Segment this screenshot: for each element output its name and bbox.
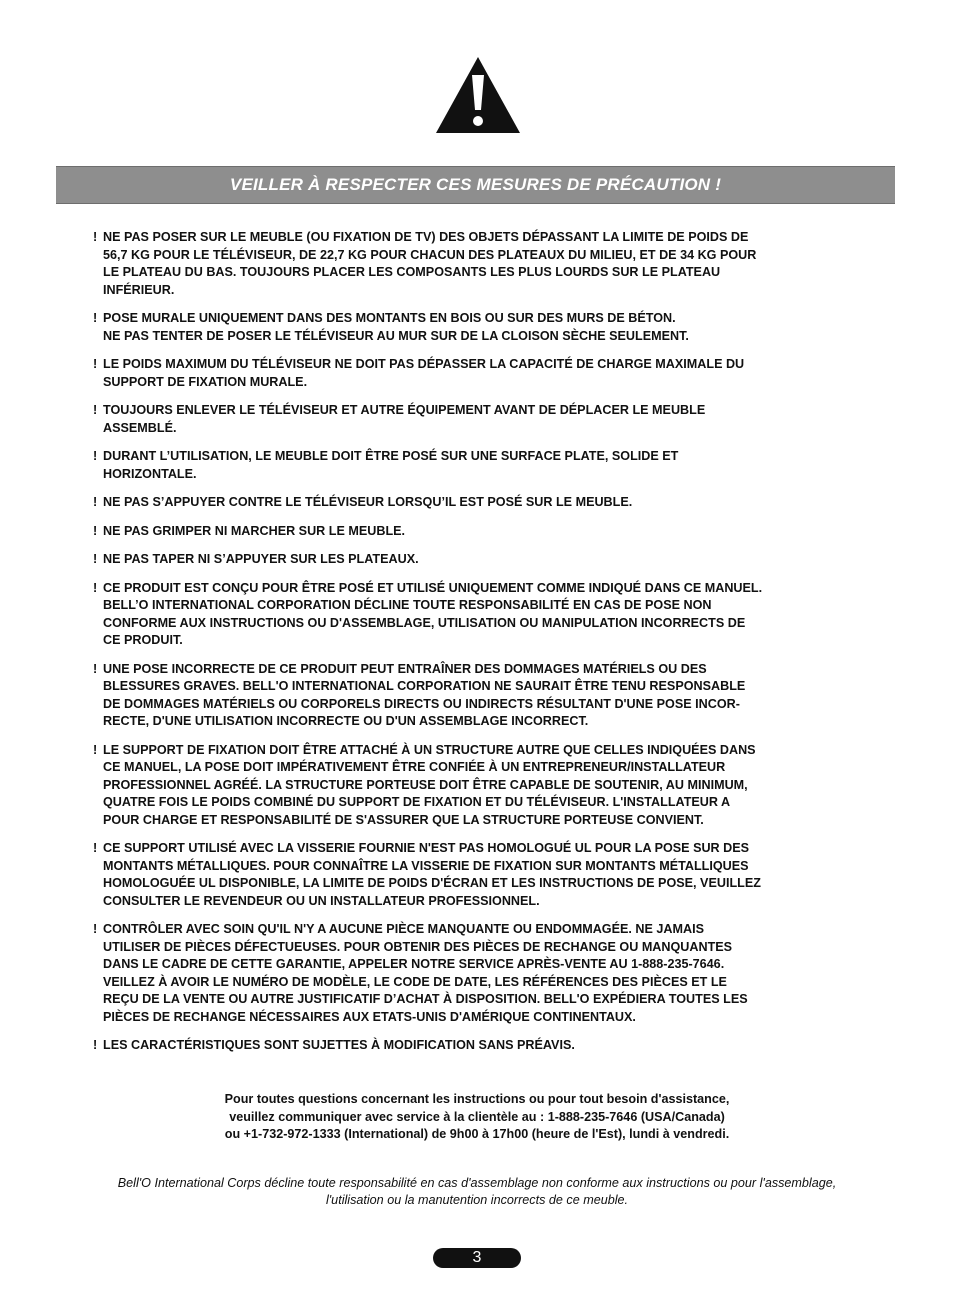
- precaution-text: CONTRÔLER AVEC SOIN QU'IL N'Y A AUCUNE PIÈCE MANQUANTE OU ENDOMMAGÉE. NE JAMAIS UTILISER DE PIÈCES DÉFECTUEUSES. POUR OBTENIR DES PIÈCES DE RECHANGE OU MANQUANTES DANS LE CADRE DE CETTE GARANTIE, APPELER NOTRE SERVICE APRÈS-VENTE AU 1-888-235-7646. VEILLEZ À AVOIR LE NUMÉRO DE MODÈLE, LE CODE DE DATE, LES RÉFÉRENCES DES PIÈCES ET LE REÇU DE LA VENTE OU AUTRE JUSTIFICATIF D’ACHAT À DISPOSITION. BELL'O EXPÉDIERA TOUTES LES PIÈCES DE RECHANGE NÉCESSAIRES AUX ETATS-UNIS D'AMÉRIQUE CONTINENTAUX.: [103, 922, 748, 1024]
- exclamation-bullet: !: [93, 580, 98, 595]
- precaution-item: [93, 921, 868, 1026]
- exclamation-bullet: !: [93, 357, 98, 371]
- precaution-item: [93, 402, 868, 437]
- exclamation-bullet: !: [93, 841, 98, 855]
- precaution-text: TOUJOURS ENLEVER LE TÉLÉVISEUR ET AUTRE ÉQUIPEMENT AVANT DE DÉPLACER LE MEUBLE ASSEMBLÉ.: [103, 403, 706, 435]
- exclamation-bullet: !: [93, 449, 98, 463]
- precaution-banner: [56, 166, 895, 204]
- precaution-list: [93, 229, 868, 1066]
- precaution-text: NE PAS GRIMPER NI MARCHER SUR LE MEUBLE.: [103, 523, 406, 538]
- exclamation-bullet: !: [93, 403, 98, 417]
- page-number: 3: [433, 1248, 521, 1268]
- exclamation-bullet: !: [93, 742, 98, 757]
- precaution-text: NE PAS TAPER NI S’APPUYER SUR LES PLATEAUX.: [103, 552, 419, 566]
- precaution-item: [93, 580, 868, 650]
- precaution-text: DURANT L’UTILISATION, LE MEUBLE DOIT ÊTRE POSÉ SUR UNE SURFACE PLATE, SOLIDE ET HORIZONTALE.: [103, 449, 679, 481]
- warning-triangle-icon: [433, 55, 523, 135]
- banner-title: VEILLER À RESPECTER CES MESURES DE PRÉCAUTION !: [229, 175, 722, 194]
- precaution-text: UNE POSE INCORRECTE DE CE PRODUIT PEUT ENTRAÎNER DES DOMMAGES MATÉRIELS OU DES BLESSURES GRAVES. BELL'O INTERNATIONAL CORPORATION NE SAURAIT ÊTRE TENU RESPONSABLE DE DOMMAGES MATÉRIELS OU CORPORELS DIRECTS OU INDIRECTS RÉSULTANT D'UNE POSE INCOR- RECTE, D'UNE UTILISATION INCORRECTE OU D'UN ASSEMBLAGE INCORRECT.: [103, 661, 746, 728]
- precaution-item: [93, 310, 868, 345]
- precaution-item: [93, 229, 868, 299]
- precaution-item: [93, 494, 868, 512]
- exclamation-bullet: !: [93, 1038, 98, 1052]
- precaution-text: LE SUPPORT DE FIXATION DOIT ÊTRE ATTACHÉ À UN STRUCTURE AUTRE QUE CELLES INDIQUÉES DANS CE MANUEL, LA POSE DOIT IMPÉRATIVEMENT ÊTRE CONFIÉE À UN ENTREPRENEUR/INSTALLATEUR PROFESSIONNEL AGRÉÉ. LA STRUCTURE PORTEUSE DOIT ÊTRE CAPABLE DE SOUTENIR, AU MINIMUM, QUATRE FOIS LE POIDS COMBINÉ DU SUPPORT DE FIXATION ET DU TÉLÉVISEUR. L'INSTALLATEUR A POUR CHARGE ET RESPONSABILITÉ DE S'ASSURER QUE LA STRUCTURE PORTEUSE CONVIENT.: [103, 742, 756, 827]
- exclamation-bullet: !: [93, 523, 98, 538]
- precaution-item: [93, 551, 868, 569]
- exclamation-bullet: !: [93, 230, 98, 244]
- exclamation-bullet: !: [93, 552, 98, 566]
- precaution-text: NE PAS S’APPUYER CONTRE LE TÉLÉVISEUR LORSQU’IL EST POSÉ SUR LE MEUBLE.: [103, 495, 633, 509]
- precaution-text: LES CARACTÉRISTIQUES SONT SUJETTES À MODIFICATION SANS PRÉAVIS.: [103, 1038, 575, 1052]
- disclaimer: Bell'O International Corps décline toute responsabilité en cas d'assemblage non conforme aux instructions ou pour l'assemblage, l'utilisation ou la manutention incorrects de ce meuble.: [117, 1176, 837, 1208]
- precaution-text: LE POIDS MAXIMUM DU TÉLÉVISEUR NE DOIT PAS DÉPASSER LA CAPACITÉ DE CHARGE MAXIMALE DU SUPPORT DE FIXATION MURALE.: [103, 357, 745, 389]
- exclamation-bullet: !: [93, 495, 98, 509]
- precaution-item: [93, 742, 868, 830]
- contact-info: Pour toutes questions concernant les instructions ou pour tout besoin d'assistance, veuillez communiquer avec service à la clientèle au : 1-888-235-7646 (USA/Canada) ou +1-732-972-1333 (International) de 9h00 à 17h00 (heure de l'Est), lundi à vendredi.: [224, 1092, 730, 1142]
- exclamation-bullet: !: [93, 922, 98, 936]
- precaution-item: [93, 661, 868, 731]
- precaution-item: [93, 448, 868, 483]
- precaution-item: [93, 356, 868, 391]
- precaution-text: POSE MURALE UNIQUEMENT DANS DES MONTANTS EN BOIS OU SUR DES MURS DE BÉTON. NE PAS TENTER DE POSER LE TÉLÉVISEUR AU MUR SUR DE LA CLOISON SÈCHE SEULEMENT.: [103, 311, 689, 343]
- precaution-text: CE SUPPORT UTILISÉ AVEC LA VISSERIE FOURNIE N'EST PAS HOMOLOGUÉ UL POUR LA POSE SUR DES MONTANTS MÉTALLIQUES. POUR CONNAÎTRE LA VISSERIE DE FIXATION SUR MONTANTS MÉTALLIQUES HOMOLOGUÉE UL DISPONIBLE, LA LIMITE DE POIDS D'ÉCRAN ET LES INSTRUCTIONS DE POSE, VEUILLEZ CONSULTER LE REVENDEUR OU UN INSTALLATEUR PROFESSIONNEL.: [103, 841, 761, 908]
- precaution-item: [93, 523, 868, 541]
- exclamation-bullet: !: [93, 661, 98, 676]
- precaution-item: [93, 840, 868, 910]
- precaution-item: [93, 1037, 868, 1055]
- precaution-text: NE PAS POSER SUR LE MEUBLE (OU FIXATION DE TV) DES OBJETS DÉPASSANT LA LIMITE DE POIDS DE 56,7 KG POUR LE TÉLÉVISEUR, DE 22,7 KG POUR CHACUN DES PLATEAUX DU MILIEU, ET DE 34 KG POUR LE PLATEAU DU BAS. TOUJOURS PLACER LES COMPOSANTS LES PLUS LOURDS SUR LE PLATEAU INFÉRIEUR.: [103, 230, 757, 297]
- exclamation-bullet: !: [93, 311, 98, 325]
- precaution-text: CE PRODUIT EST CONÇU POUR ÊTRE POSÉ ET UTILISÉ UNIQUEMENT COMME INDIQUÉ DANS CE MANUEL. BELL’O INTERNATIONAL CORPORATION DÉCLINE TOUTE RESPONSABILITÉ EN CAS DE POSE NON CONFORME AUX INSTRUCTIONS OU D'ASSEMBLAGE, UTILISATION OU MANIPULATION INCORRECTS DE CE PRODUIT.: [103, 580, 763, 647]
